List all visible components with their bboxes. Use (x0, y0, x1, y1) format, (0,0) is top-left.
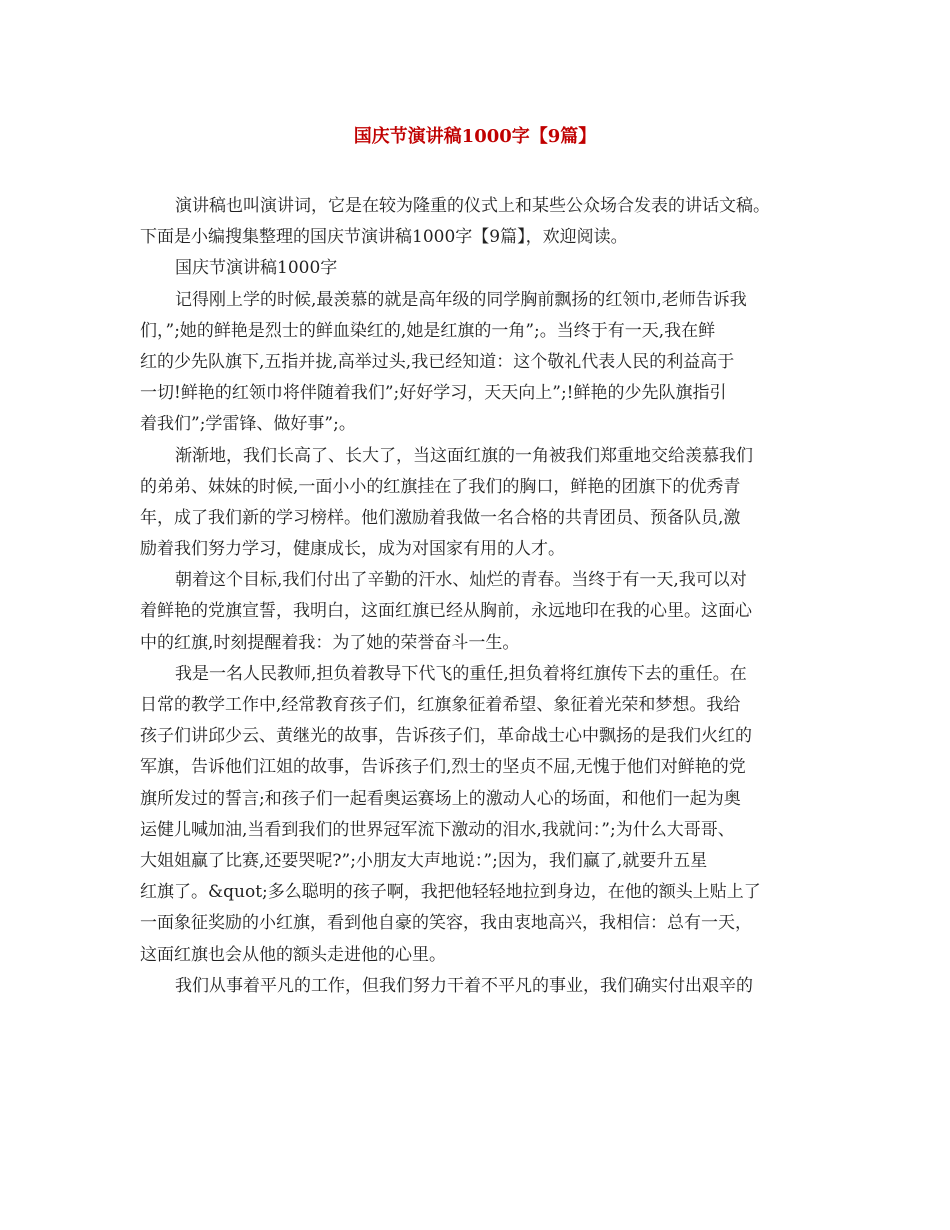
text-line: 日常的教学工作中,经常教育孩子们，红旗象征着希望、象征着光荣和梦想。我给 (140, 695, 741, 715)
text-line: 着鲜艳的党旗宣誓，我明白，这面红旗已经从胸前，永远地印在我的心里。这面心 (140, 601, 752, 622)
text-line: 我是一名人民教师,担负着教导下代飞的重任,担负着将红旗传下去的重任。在 (175, 663, 747, 684)
text-line: 大姐姐赢了比赛,还要哭呢?”;小朋友大声地说：”;因为，我们赢了,就要升五星 (140, 850, 708, 871)
text-line: 红旗了。&quot;多么聪明的孩子啊，我把他轻轻地拉到身边，在他的额头上贴上了 (140, 882, 761, 903)
text-line: 这面红旗也会从他的额头走进他的心里。 (140, 944, 446, 965)
text-line: 们，”;她的鲜艳是烈士的鲜血染红的,她是红旗的一角”;。当终于有一天,我在鲜 (140, 320, 716, 341)
text-line: 朝着这个目标,我们付出了辛勤的汗水、灿烂的青春。当终于有一天,我可以对 (175, 570, 747, 591)
text-line: 我们从事着平凡的工作，但我们努力干着不平凡的事业，我们确实付出艰辛的 (175, 975, 753, 996)
document-body (140, 191, 820, 1002)
text-line: 国庆节演讲稿1000字 (175, 258, 338, 279)
text-line: 渐渐地，我们长高了、长大了，当这面红旗的一角被我们郑重地交给羡慕我们 (175, 445, 753, 466)
text-line: 记得刚上学的时候,最羡慕的就是高年级的同学胸前飘扬的红领巾,老师告诉我 (175, 289, 747, 310)
text-line: 年，成了我们新的学习榜样。他们激励着我做一名合格的共青团员、预备队员,激 (140, 507, 741, 528)
text-line: 下面是小编搜集整理的国庆节演讲稿1000字【9篇】，欢迎阅读。 (140, 227, 628, 248)
text-line: 旗所发过的誓言;和孩子们一起看奥运赛场上的激动人心的场面，和他们一起为奥 (140, 788, 741, 809)
text-line: 运健儿喊加油,当看到我们的世界冠军流下激动的泪水,我就问：”;为什么大哥哥、 (140, 819, 735, 840)
text-line: 军旗，告诉他们江姐的故事，告诉孩子们,烈士的坚贞不屈,无愧于他们对鲜艳的党 (140, 757, 746, 778)
text-line: 着我们”;学雷锋、做好事”;。 (140, 414, 356, 435)
text-line: 孩子们讲邱少云、黄继光的故事，告诉孩子们，革命战士心中飘扬的是我们火红的 (140, 726, 752, 747)
text-line: 一面象征奖励的小红旗，看到他自豪的笑容，我由衷地高兴，我相信：总有一天， (140, 913, 752, 934)
document-title: 国庆节演讲稿1000字【9篇】 (353, 126, 597, 147)
text-line: 演讲稿也叫演讲词，它是在较为隆重的仪式上和某些公众场合发表的讲话文稿。 (175, 196, 770, 216)
text-line: 红的少先队旗下,五指并拢,高举过头,我已经知道：这个敬礼代表人民的利益高于 (140, 351, 735, 372)
text-line: 励着我们努力学习，健康成长，成为对国家有用的人才。 (140, 539, 565, 560)
text-line: 一切!鲜艳的红领巾将伴随着我们”;好好学习，天天向上”;!鲜艳的少先队旗指引 (140, 383, 727, 404)
text-line: 的弟弟、妹妹的时候,一面小小的红旗挂在了我们的胸口，鲜艳的团旗下的优秀青 (140, 476, 741, 497)
text-line: 中的红旗,时刻提醒着我：为了她的荣誉奋斗一生。 (140, 632, 520, 653)
